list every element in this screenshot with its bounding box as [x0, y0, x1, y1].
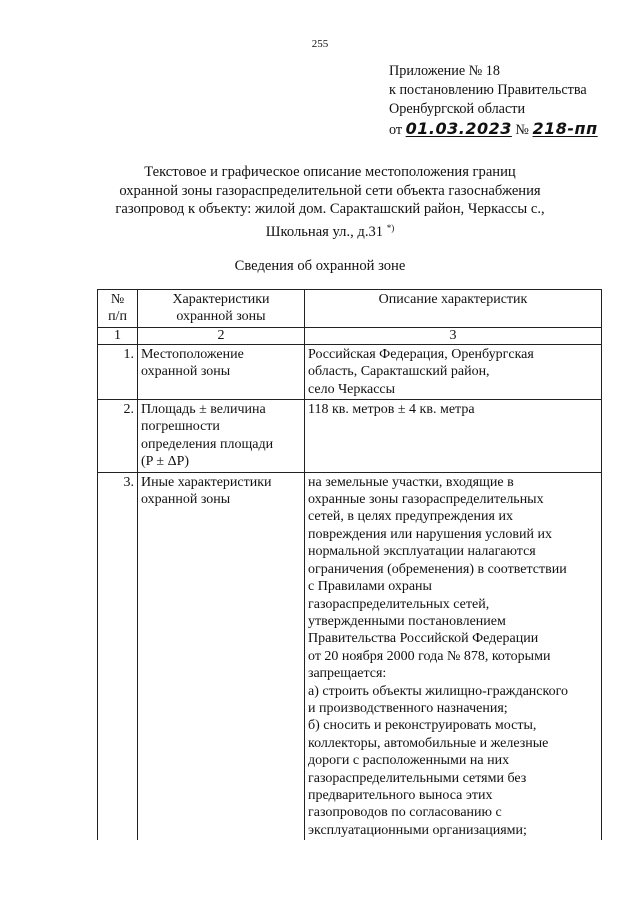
index-cell: 2 [138, 327, 305, 344]
section-title: Сведения об охранной зоне [234, 258, 406, 274]
index-cell: 1 [98, 327, 138, 344]
row-description: Российская Федерация, Оренбургская область, Саракташский район, село Черкассы [305, 344, 602, 399]
appendix-line-1: Приложение № 18 [389, 63, 500, 79]
footnote-mark: *) [386, 223, 395, 234]
row-number: 1. [98, 344, 138, 399]
table-index-row [98, 327, 602, 344]
appendix-block [389, 62, 598, 140]
document-title [60, 163, 600, 242]
appendix-line-3: Оренбургской области [389, 101, 526, 117]
row-characteristic: Местоположение охранной зоны [138, 344, 305, 399]
table-row [98, 472, 602, 840]
title-address: Школьная ул., д.31 [265, 224, 384, 241]
page-number: 255 [311, 38, 329, 50]
title-line-1: Текстовое и графическое описание местоположения границ [144, 164, 516, 180]
handwritten-date: 01.03.2023 [405, 119, 512, 138]
row-description: на земельные участки, входящие в охранные зоны газораспределительных сетей, в целях предупреждения их повреждения или нарушения условий их нормальной эксплуатации налагаются ограничения (обременения) в соответствии с Правилами охраны газораспределительных сетей, утвержденными постановлением Правительства Российской Федерации от 20 ноября 2000 года № 878, которыми запрещается: а) строить объекты жилищно-гражданского и производственного назначения; б) сносить и реконструировать мосты, коллекторы, автомобильные и железные дороги с расположенными на них газораспределительными сетями без предварительного выноса этих газопроводов по согласованию с эксплуатационными организациями; [305, 472, 602, 840]
handwritten-number: 218-пп [532, 119, 598, 138]
appendix-date-line [389, 119, 598, 140]
table-header-row [98, 290, 602, 328]
header-name: Характеристики охранной зоны [138, 290, 305, 328]
table-row [98, 400, 602, 473]
row-number: 2. [98, 400, 138, 473]
date-prefix: от [389, 122, 403, 138]
index-cell: 3 [305, 327, 602, 344]
number-prefix: № [515, 122, 529, 138]
header-desc: Описание характеристик [305, 290, 602, 328]
row-number: 3. [98, 472, 138, 840]
title-line-3: газопровод к объекту: жилой дом. Саракташский район, Черкассы с., [115, 201, 545, 218]
table-row [98, 344, 602, 399]
row-characteristic: Иные характеристики охранной зоны [138, 472, 305, 840]
title-line-4 [60, 219, 600, 242]
row-description: 118 кв. метров ± 4 кв. метра [305, 400, 602, 473]
appendix-line-2: к постановлению Правительства [389, 82, 587, 98]
header-num: № п/п [98, 290, 138, 328]
protection-zone-table [97, 289, 602, 840]
title-line-2: охранной зоны газораспределительной сети объекта газоснабжения [119, 182, 541, 199]
row-characteristic: Площадь ± величина погрешности определения площади (P ± ΔP) [138, 400, 305, 473]
